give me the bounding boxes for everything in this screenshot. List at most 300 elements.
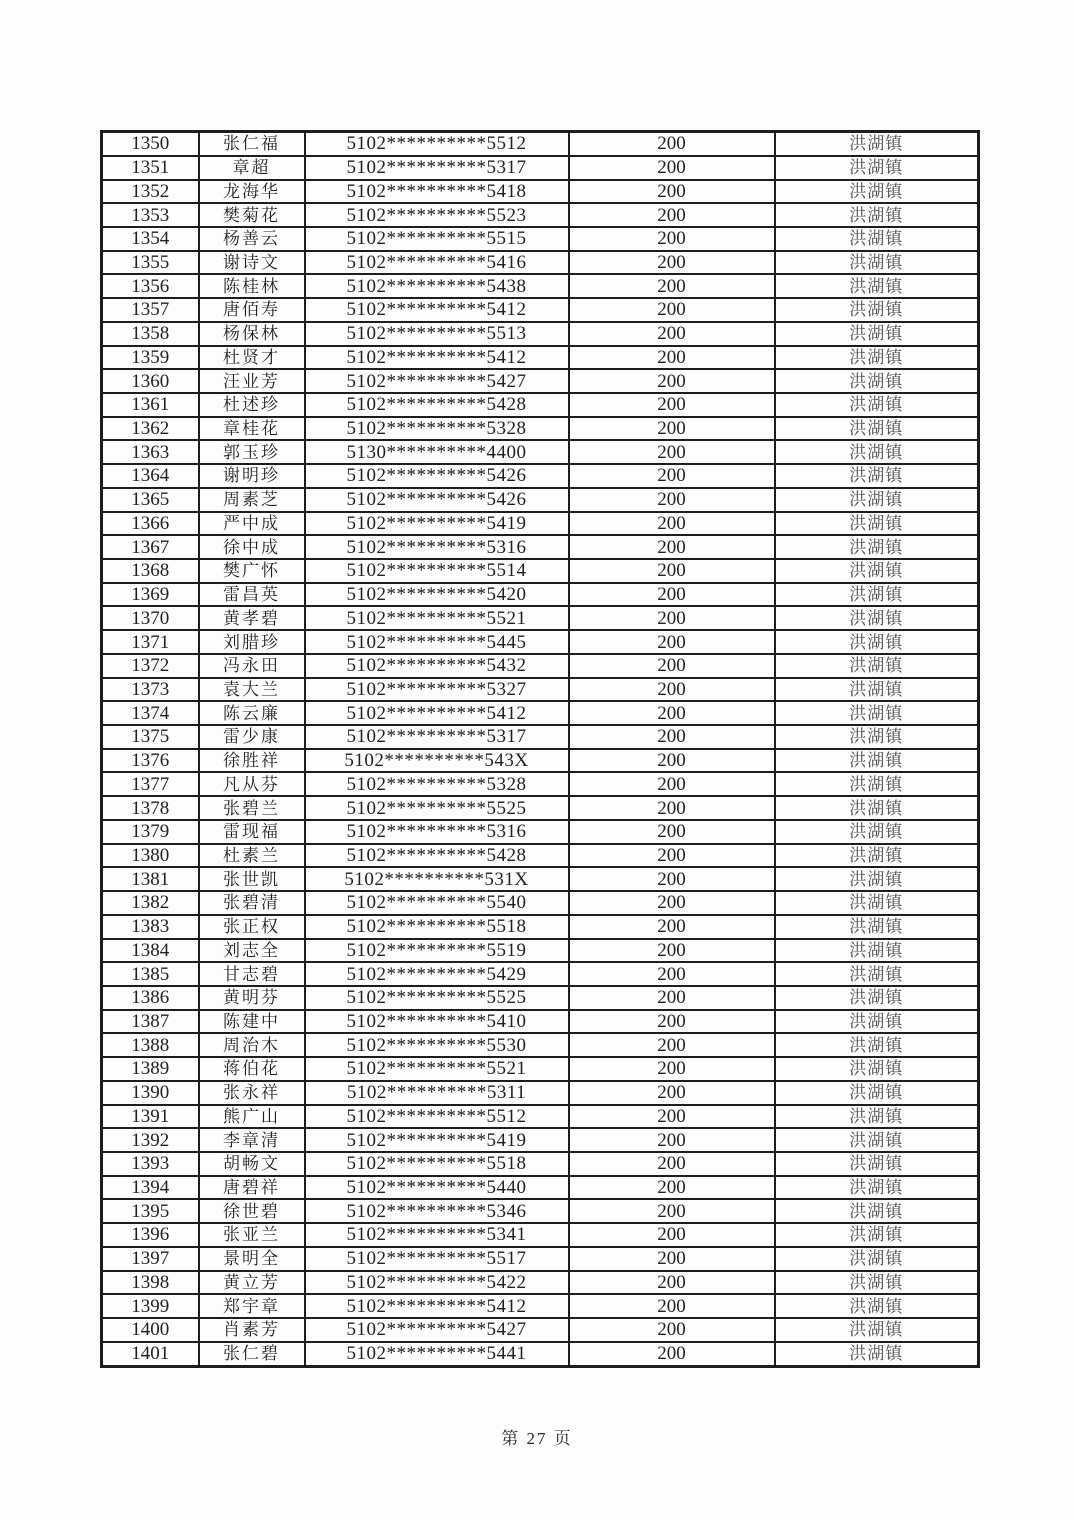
table-row — [102, 939, 979, 963]
cell-name: 甘志碧 — [199, 962, 305, 986]
cell-serial-number: 1375 — [102, 725, 199, 749]
cell-amount: 200 — [569, 1294, 775, 1318]
cell-name: 肖素芳 — [199, 1318, 305, 1342]
cell-amount: 200 — [569, 915, 775, 939]
cell-id-number: 5102**********5523 — [305, 203, 569, 227]
cell-amount: 200 — [569, 678, 775, 702]
cell-town: 洪湖镇 — [775, 1010, 979, 1034]
cell-amount: 200 — [569, 1271, 775, 1295]
cell-id-number: 5130**********4400 — [305, 440, 569, 464]
cell-town: 洪湖镇 — [775, 962, 979, 986]
cell-name: 蒋伯花 — [199, 1057, 305, 1081]
cell-amount: 200 — [569, 962, 775, 986]
cell-town: 洪湖镇 — [775, 1081, 979, 1105]
cell-name: 郑宇章 — [199, 1294, 305, 1318]
cell-town: 洪湖镇 — [775, 369, 979, 393]
cell-amount: 200 — [569, 1342, 775, 1367]
cell-town: 洪湖镇 — [775, 1057, 979, 1081]
cell-name: 杨善云 — [199, 227, 305, 251]
cell-id-number: 5102**********5412 — [305, 298, 569, 322]
cell-amount: 200 — [569, 1152, 775, 1176]
table-row — [102, 440, 979, 464]
cell-name: 黄明芬 — [199, 986, 305, 1010]
cell-id-number: 5102**********5311 — [305, 1081, 569, 1105]
cell-town: 洪湖镇 — [775, 1271, 979, 1295]
cell-town: 洪湖镇 — [775, 1223, 979, 1247]
cell-serial-number: 1383 — [102, 915, 199, 939]
cell-town: 洪湖镇 — [775, 939, 979, 963]
cell-id-number: 5102**********531X — [305, 867, 569, 891]
cell-serial-number: 1381 — [102, 867, 199, 891]
table-row — [102, 322, 979, 346]
cell-serial-number: 1387 — [102, 1010, 199, 1034]
table-row — [102, 1105, 979, 1129]
cell-amount: 200 — [569, 820, 775, 844]
table-row — [102, 844, 979, 868]
cell-serial-number: 1352 — [102, 180, 199, 204]
cell-town: 洪湖镇 — [775, 440, 979, 464]
table-row — [102, 156, 979, 180]
cell-name: 黄孝碧 — [199, 606, 305, 630]
table-row — [102, 1081, 979, 1105]
cell-town: 洪湖镇 — [775, 891, 979, 915]
table-row — [102, 749, 979, 773]
cell-serial-number: 1370 — [102, 606, 199, 630]
cell-town: 洪湖镇 — [775, 1105, 979, 1129]
cell-id-number: 5102**********5428 — [305, 393, 569, 417]
page-number-label: 第 27 页 — [501, 1429, 573, 1448]
cell-id-number: 5102**********5525 — [305, 986, 569, 1010]
table-row — [102, 535, 979, 559]
cell-serial-number: 1379 — [102, 820, 199, 844]
table-row — [102, 654, 979, 678]
cell-amount: 200 — [569, 322, 775, 346]
table-row — [102, 725, 979, 749]
cell-amount: 200 — [569, 393, 775, 417]
cell-town: 洪湖镇 — [775, 796, 979, 820]
cell-serial-number: 1359 — [102, 346, 199, 370]
table-row — [102, 1223, 979, 1247]
table-row — [102, 298, 979, 322]
cell-serial-number: 1355 — [102, 251, 199, 275]
cell-name: 张仁福 — [199, 132, 305, 156]
cell-amount: 200 — [569, 796, 775, 820]
cell-id-number: 5102**********5328 — [305, 417, 569, 441]
cell-town: 洪湖镇 — [775, 346, 979, 370]
cell-serial-number: 1394 — [102, 1176, 199, 1200]
cell-name: 张亚兰 — [199, 1223, 305, 1247]
cell-name: 章桂花 — [199, 417, 305, 441]
cell-id-number: 5102**********5521 — [305, 1057, 569, 1081]
cell-town: 洪湖镇 — [775, 867, 979, 891]
cell-serial-number: 1364 — [102, 464, 199, 488]
table-row — [102, 464, 979, 488]
cell-amount: 200 — [569, 1057, 775, 1081]
cell-serial-number: 1397 — [102, 1247, 199, 1271]
cell-serial-number: 1395 — [102, 1199, 199, 1223]
table-row — [102, 678, 979, 702]
cell-amount: 200 — [569, 488, 775, 512]
cell-name: 周治木 — [199, 1033, 305, 1057]
cell-serial-number: 1401 — [102, 1342, 199, 1367]
cell-town: 洪湖镇 — [775, 322, 979, 346]
cell-id-number: 5102**********5420 — [305, 583, 569, 607]
cell-serial-number: 1360 — [102, 369, 199, 393]
table-row — [102, 369, 979, 393]
table-row — [102, 346, 979, 370]
table-row — [102, 1128, 979, 1152]
cell-amount: 200 — [569, 1105, 775, 1129]
cell-amount: 200 — [569, 749, 775, 773]
cell-id-number: 5102**********5428 — [305, 844, 569, 868]
cell-town: 洪湖镇 — [775, 630, 979, 654]
cell-serial-number: 1389 — [102, 1057, 199, 1081]
cell-id-number: 5102**********5427 — [305, 1318, 569, 1342]
roster-table — [100, 130, 980, 1368]
table-row — [102, 417, 979, 441]
cell-id-number: 5102**********5426 — [305, 488, 569, 512]
table-row — [102, 630, 979, 654]
cell-name: 樊菊花 — [199, 203, 305, 227]
cell-serial-number: 1399 — [102, 1294, 199, 1318]
cell-id-number: 5102**********5525 — [305, 796, 569, 820]
cell-amount: 200 — [569, 844, 775, 868]
cell-name: 杜素兰 — [199, 844, 305, 868]
table-body — [102, 132, 979, 1367]
cell-id-number: 5102**********5521 — [305, 606, 569, 630]
cell-serial-number: 1367 — [102, 535, 199, 559]
cell-town: 洪湖镇 — [775, 274, 979, 298]
cell-name: 徐胜祥 — [199, 749, 305, 773]
cell-serial-number: 1400 — [102, 1318, 199, 1342]
table-row — [102, 488, 979, 512]
cell-name: 徐世碧 — [199, 1199, 305, 1223]
cell-serial-number: 1386 — [102, 986, 199, 1010]
cell-name: 严中成 — [199, 512, 305, 536]
cell-name: 胡畅文 — [199, 1152, 305, 1176]
cell-amount: 200 — [569, 1033, 775, 1057]
cell-name: 谢明珍 — [199, 464, 305, 488]
cell-amount: 200 — [569, 227, 775, 251]
cell-name: 雷少康 — [199, 725, 305, 749]
cell-serial-number: 1361 — [102, 393, 199, 417]
cell-town: 洪湖镇 — [775, 1176, 979, 1200]
cell-name: 杜贤才 — [199, 346, 305, 370]
cell-id-number: 5102**********5317 — [305, 725, 569, 749]
cell-id-number: 5102**********5426 — [305, 464, 569, 488]
cell-amount: 200 — [569, 654, 775, 678]
cell-town: 洪湖镇 — [775, 298, 979, 322]
cell-serial-number: 1371 — [102, 630, 199, 654]
cell-name: 张仁碧 — [199, 1342, 305, 1367]
cell-serial-number: 1378 — [102, 796, 199, 820]
cell-name: 李章清 — [199, 1128, 305, 1152]
cell-serial-number: 1393 — [102, 1152, 199, 1176]
cell-id-number: 5102**********5530 — [305, 1033, 569, 1057]
cell-town: 洪湖镇 — [775, 820, 979, 844]
cell-id-number: 5102**********5341 — [305, 1223, 569, 1247]
cell-id-number: 5102**********5517 — [305, 1247, 569, 1271]
cell-name: 唐佰寿 — [199, 298, 305, 322]
cell-amount: 200 — [569, 630, 775, 654]
cell-town: 洪湖镇 — [775, 393, 979, 417]
cell-serial-number: 1350 — [102, 132, 199, 156]
table-row — [102, 986, 979, 1010]
cell-id-number: 5102**********5419 — [305, 512, 569, 536]
cell-id-number: 5102**********5519 — [305, 939, 569, 963]
cell-id-number: 5102**********5427 — [305, 369, 569, 393]
cell-amount: 200 — [569, 512, 775, 536]
cell-name: 徐中成 — [199, 535, 305, 559]
cell-amount: 200 — [569, 1081, 775, 1105]
table-row — [102, 1342, 979, 1367]
table-row — [102, 606, 979, 630]
cell-name: 周素芝 — [199, 488, 305, 512]
table-row — [102, 701, 979, 725]
cell-id-number: 5102**********5429 — [305, 962, 569, 986]
cell-serial-number: 1358 — [102, 322, 199, 346]
cell-name: 刘腊珍 — [199, 630, 305, 654]
cell-name: 汪业芳 — [199, 369, 305, 393]
table-row — [102, 203, 979, 227]
cell-name: 郭玉珍 — [199, 440, 305, 464]
cell-id-number: 5102**********5540 — [305, 891, 569, 915]
cell-town: 洪湖镇 — [775, 1294, 979, 1318]
cell-amount: 200 — [569, 274, 775, 298]
cell-town: 洪湖镇 — [775, 749, 979, 773]
cell-town: 洪湖镇 — [775, 227, 979, 251]
page-footer — [0, 1424, 1074, 1449]
cell-serial-number: 1398 — [102, 1271, 199, 1295]
table-row — [102, 962, 979, 986]
table-row — [102, 132, 979, 156]
table-row — [102, 1247, 979, 1271]
cell-name: 杨保林 — [199, 322, 305, 346]
table-row — [102, 251, 979, 275]
table-row — [102, 1271, 979, 1295]
table-row — [102, 796, 979, 820]
cell-serial-number: 1362 — [102, 417, 199, 441]
cell-name: 陈建中 — [199, 1010, 305, 1034]
cell-amount: 200 — [569, 369, 775, 393]
cell-town: 洪湖镇 — [775, 701, 979, 725]
cell-id-number: 5102**********5445 — [305, 630, 569, 654]
table-row — [102, 393, 979, 417]
cell-id-number: 5102**********5418 — [305, 180, 569, 204]
cell-town: 洪湖镇 — [775, 1128, 979, 1152]
cell-id-number: 5102**********5514 — [305, 559, 569, 583]
cell-name: 熊广山 — [199, 1105, 305, 1129]
table-row — [102, 227, 979, 251]
cell-amount: 200 — [569, 891, 775, 915]
cell-name: 张碧兰 — [199, 796, 305, 820]
cell-name: 凡从芬 — [199, 772, 305, 796]
cell-name: 龙海华 — [199, 180, 305, 204]
cell-serial-number: 1396 — [102, 1223, 199, 1247]
cell-town: 洪湖镇 — [775, 512, 979, 536]
cell-name: 唐碧祥 — [199, 1176, 305, 1200]
cell-serial-number: 1356 — [102, 274, 199, 298]
cell-amount: 200 — [569, 701, 775, 725]
cell-town: 洪湖镇 — [775, 772, 979, 796]
cell-amount: 200 — [569, 156, 775, 180]
cell-town: 洪湖镇 — [775, 1199, 979, 1223]
cell-town: 洪湖镇 — [775, 132, 979, 156]
cell-name: 冯永田 — [199, 654, 305, 678]
cell-id-number: 5102**********5412 — [305, 346, 569, 370]
cell-id-number: 5102**********5346 — [305, 1199, 569, 1223]
cell-amount: 200 — [569, 772, 775, 796]
cell-name: 樊广怀 — [199, 559, 305, 583]
table-row — [102, 891, 979, 915]
table-row — [102, 1199, 979, 1223]
cell-id-number: 5102**********5317 — [305, 156, 569, 180]
cell-name: 雷现福 — [199, 820, 305, 844]
cell-town: 洪湖镇 — [775, 203, 979, 227]
table-row — [102, 559, 979, 583]
cell-name: 张正权 — [199, 915, 305, 939]
cell-town: 洪湖镇 — [775, 915, 979, 939]
cell-serial-number: 1365 — [102, 488, 199, 512]
cell-serial-number: 1363 — [102, 440, 199, 464]
cell-amount: 200 — [569, 535, 775, 559]
cell-town: 洪湖镇 — [775, 251, 979, 275]
cell-town: 洪湖镇 — [775, 464, 979, 488]
cell-town: 洪湖镇 — [775, 986, 979, 1010]
table-row — [102, 180, 979, 204]
cell-serial-number: 1368 — [102, 559, 199, 583]
cell-serial-number: 1373 — [102, 678, 199, 702]
cell-id-number: 5102**********5316 — [305, 535, 569, 559]
cell-serial-number: 1388 — [102, 1033, 199, 1057]
cell-id-number: 5102**********5518 — [305, 915, 569, 939]
cell-amount: 200 — [569, 1010, 775, 1034]
table-row — [102, 1318, 979, 1342]
cell-amount: 200 — [569, 1318, 775, 1342]
cell-amount: 200 — [569, 1247, 775, 1271]
cell-amount: 200 — [569, 867, 775, 891]
cell-serial-number: 1392 — [102, 1128, 199, 1152]
cell-town: 洪湖镇 — [775, 606, 979, 630]
cell-id-number: 5102**********5316 — [305, 820, 569, 844]
table-row — [102, 1152, 979, 1176]
cell-id-number: 5102**********5512 — [305, 1105, 569, 1129]
cell-serial-number: 1354 — [102, 227, 199, 251]
cell-amount: 200 — [569, 346, 775, 370]
cell-name: 陈桂林 — [199, 274, 305, 298]
table-row — [102, 915, 979, 939]
cell-serial-number: 1374 — [102, 701, 199, 725]
cell-id-number: 5102**********5438 — [305, 274, 569, 298]
cell-name: 杜述珍 — [199, 393, 305, 417]
table-row — [102, 274, 979, 298]
cell-town: 洪湖镇 — [775, 156, 979, 180]
table-row — [102, 820, 979, 844]
cell-town: 洪湖镇 — [775, 488, 979, 512]
cell-name: 张永祥 — [199, 1081, 305, 1105]
cell-serial-number: 1376 — [102, 749, 199, 773]
cell-amount: 200 — [569, 132, 775, 156]
table-row — [102, 772, 979, 796]
cell-amount: 200 — [569, 440, 775, 464]
cell-id-number: 5102**********5512 — [305, 132, 569, 156]
cell-name: 袁大兰 — [199, 678, 305, 702]
cell-name: 雷昌英 — [199, 583, 305, 607]
cell-id-number: 5102**********5328 — [305, 772, 569, 796]
cell-amount: 200 — [569, 180, 775, 204]
cell-id-number: 5102**********5327 — [305, 678, 569, 702]
cell-id-number: 5102**********5432 — [305, 654, 569, 678]
cell-amount: 200 — [569, 464, 775, 488]
cell-name: 黄立芳 — [199, 1271, 305, 1295]
cell-amount: 200 — [569, 417, 775, 441]
cell-town: 洪湖镇 — [775, 844, 979, 868]
cell-town: 洪湖镇 — [775, 417, 979, 441]
table-row — [102, 1294, 979, 1318]
cell-serial-number: 1351 — [102, 156, 199, 180]
cell-amount: 200 — [569, 1199, 775, 1223]
cell-amount: 200 — [569, 606, 775, 630]
table-row — [102, 1010, 979, 1034]
cell-name: 谢诗文 — [199, 251, 305, 275]
table-row — [102, 512, 979, 536]
cell-amount: 200 — [569, 1223, 775, 1247]
cell-town: 洪湖镇 — [775, 678, 979, 702]
cell-town: 洪湖镇 — [775, 180, 979, 204]
cell-amount: 200 — [569, 203, 775, 227]
cell-amount: 200 — [569, 559, 775, 583]
cell-amount: 200 — [569, 725, 775, 749]
cell-id-number: 5102**********5410 — [305, 1010, 569, 1034]
cell-town: 洪湖镇 — [775, 1318, 979, 1342]
cell-id-number: 5102**********543X — [305, 749, 569, 773]
table-row — [102, 1033, 979, 1057]
table-row — [102, 1057, 979, 1081]
cell-serial-number: 1357 — [102, 298, 199, 322]
cell-id-number: 5102**********5441 — [305, 1342, 569, 1367]
cell-town: 洪湖镇 — [775, 1247, 979, 1271]
cell-id-number: 5102**********5416 — [305, 251, 569, 275]
cell-amount: 200 — [569, 1128, 775, 1152]
cell-id-number: 5102**********5419 — [305, 1128, 569, 1152]
cell-amount: 200 — [569, 939, 775, 963]
cell-serial-number: 1377 — [102, 772, 199, 796]
cell-serial-number: 1380 — [102, 844, 199, 868]
cell-name: 景明全 — [199, 1247, 305, 1271]
cell-serial-number: 1384 — [102, 939, 199, 963]
cell-id-number: 5102**********5515 — [305, 227, 569, 251]
cell-serial-number: 1382 — [102, 891, 199, 915]
cell-name: 章超 — [199, 156, 305, 180]
cell-name: 刘志全 — [199, 939, 305, 963]
cell-town: 洪湖镇 — [775, 654, 979, 678]
cell-town: 洪湖镇 — [775, 1033, 979, 1057]
cell-id-number: 5102**********5513 — [305, 322, 569, 346]
cell-id-number: 5102**********5412 — [305, 1294, 569, 1318]
cell-serial-number: 1369 — [102, 583, 199, 607]
table-row — [102, 867, 979, 891]
cell-serial-number: 1385 — [102, 962, 199, 986]
cell-town: 洪湖镇 — [775, 725, 979, 749]
cell-town: 洪湖镇 — [775, 559, 979, 583]
cell-amount: 200 — [569, 251, 775, 275]
cell-amount: 200 — [569, 583, 775, 607]
cell-town: 洪湖镇 — [775, 1342, 979, 1367]
cell-serial-number: 1372 — [102, 654, 199, 678]
cell-name: 张世凯 — [199, 867, 305, 891]
cell-serial-number: 1353 — [102, 203, 199, 227]
cell-serial-number: 1391 — [102, 1105, 199, 1129]
